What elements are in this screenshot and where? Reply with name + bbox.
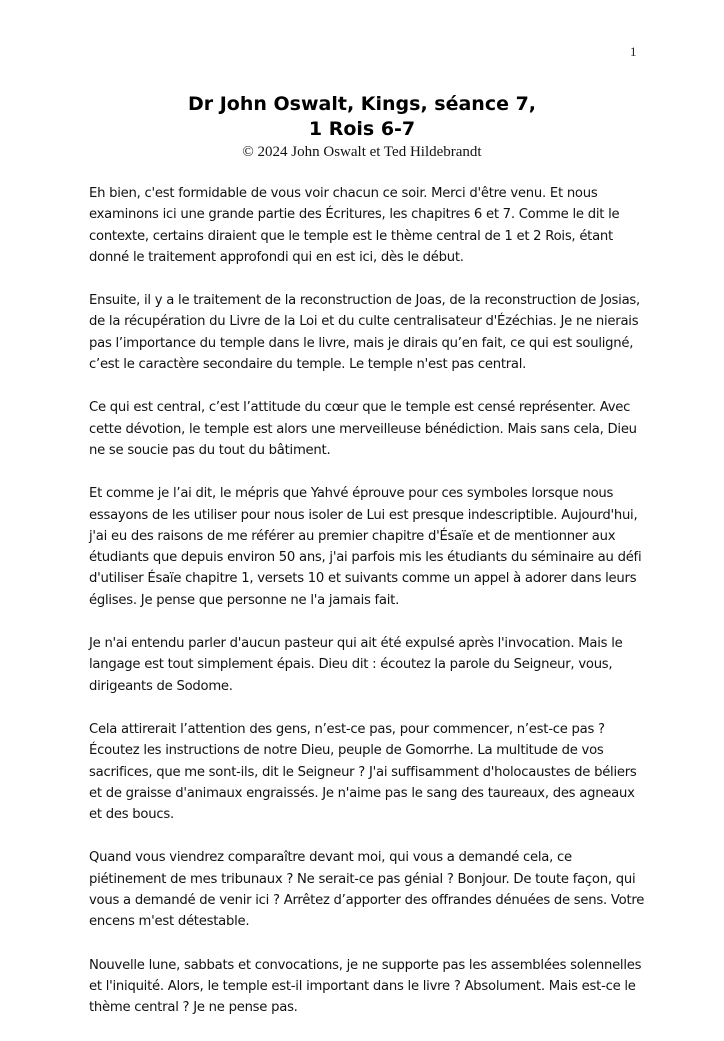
page-number: 1 [630, 44, 637, 59]
paragraph-4: Et comme je l’ai dit, le mépris que Yahvé éprouve pour ces symboles lorsque nous essayons de les utiliser pour nous isoler de Lui est presque indescriptible. Aujourd'hui, j'ai eu des raisons de me référer au premier chapitre d'Ésaïe et de mentionner aux étudiants que depuis environ 50 ans, j'ai parfois mis les étudiants du séminaire au défi d'utiliser Ésaïe chapitre 1, versets 10 et suivants comme un appel à adorer dans leurs églises. Je pense que personne ne l'a jamais fait. [89, 486, 642, 608]
copyright-notice: © 2024 John Oswalt et Ted Hildebrandt [242, 144, 482, 160]
paragraph-5: Je n'ai entendu parler d'aucun pasteur qui ait été expulsé après l'invocation. Mais le langage est tout simplement épais. Dieu dit : écoutez la parole du Seigneur, vous, dirigeants de Sodome. [89, 636, 623, 694]
paragraph-3: Ce qui est central, c’est l’attitude du cœur que le temple est censé représenter. Avec cette dévotion, le temple est alors une merveilleuse bénédiction. Mais sans cela, Dieu ne se soucie pas du tout du bâtiment. [89, 400, 637, 458]
paragraph-6: Cela attirerait l’attention des gens, n’est-ce pas, pour commencer, n’est-ce pas ? Écoutez les instructions de notre Dieu, peuple de Gomorrhe. La multitude de vos sacrifices, que me sont-ils, dit le Seigneur ? J'ai suffisamment d'holocaustes de béliers et de graisse d'animaux engraissés. Je n'aime pas le sang des taureaux, des agneaux et des boucs. [89, 721, 637, 823]
transcript-body [89, 183, 649, 1041]
paragraph-2: Ensuite, il y a le traitement de la reconstruction de Joas, de la reconstruction de Josias, de la récupération du Livre de la Loi et du culte centralisateur d'Ézéchias. Je ne nierais pas l’importance du temple dans le livre, mais je dirais qu’en fait, ce qui est souligné, c’est le caractère secondaire du temple. Le temple n'est pas central. [89, 293, 640, 373]
title-block [0, 92, 724, 162]
paragraph-1: Eh bien, c'est formidable de vous voir chacun ce soir. Merci d'être venu. Et nous examinons ici une grande partie des Écritures, les chapitres 6 et 7. Comme le dit le contexte, certains diraient que le temple est le thème central de 1 et 2 Rois, étant donné le traitement approfondi qui en est ici, dès le début. [89, 186, 620, 265]
paragraph-7: Quand vous viendrez comparaître devant moi, qui vous a demandé cela, ce piétinement de mes tribunaux ? Ne serait-ce pas génial ? Bonjour. De toute façon, qui vous a demandé de venir ici ? Arrêtez d’apporter des offrandes dénuées de sens. Votre encens m'est détestable. [89, 850, 645, 930]
document-title-line-1: Dr John Oswalt, Kings, séance 7, [187, 93, 537, 115]
document-title-line-2: 1 Rois 6-7 [308, 118, 416, 140]
paragraph-8: Nouvelle lune, sabbats et convocations, je ne supporte pas les assemblées solennelles et l'iniquité. Alors, le temple est-il important dans le livre ? Absolument. Mais est-ce le thème central ? Je ne pense pas. [89, 957, 642, 1016]
